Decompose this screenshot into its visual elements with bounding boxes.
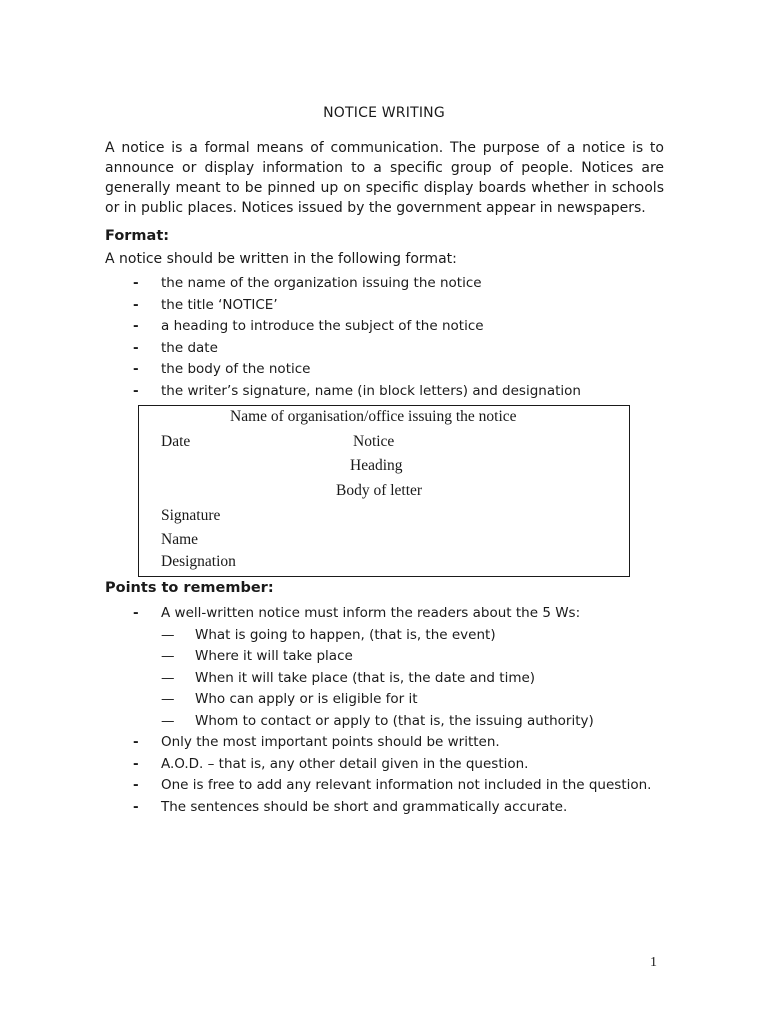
- list-item: - Only the most important points should be written.: [105, 732, 651, 754]
- page-title: NOTICE WRITING: [323, 105, 445, 121]
- dash-bullet: -: [133, 755, 139, 772]
- box-designation: Designation: [161, 553, 236, 570]
- list-item: - the title ‘NOTICE’: [105, 295, 581, 317]
- dash-bullet: -: [133, 798, 139, 815]
- dash-bullet: -: [133, 275, 139, 291]
- list-item: — What is going to happen, (that is, the event): [161, 625, 651, 647]
- list-item: — When it will take place (that is, the date and time): [161, 668, 651, 690]
- list-item: - the writer’s signature, name (in block letters) and designation: [105, 381, 581, 403]
- format-heading: Format:: [105, 228, 170, 244]
- sample-notice-box: [138, 405, 630, 577]
- list-item: - A well-written notice must inform the readers about the 5 Ws: — What is going to happen, (that is, the event) — Where it will take place — When it will take place (that is, the date and time) — Who can apply or is eligible for it — Whom to contact or apply to (that is, the issuing authority): [105, 603, 651, 732]
- dash-bullet: -: [133, 361, 139, 377]
- em-dash-bullet: —: [161, 691, 175, 707]
- five-ws-list: [161, 625, 651, 733]
- list-item: — Who can apply or is eligible for it: [161, 689, 651, 711]
- dash-bullet: -: [133, 318, 139, 334]
- dash-bullet: -: [133, 382, 139, 399]
- box-organisation: Name of organisation/office issuing the notice: [230, 408, 517, 425]
- em-dash-bullet: —: [161, 712, 175, 729]
- dash-bullet: -: [133, 734, 139, 750]
- box-signature: Signature: [161, 507, 221, 524]
- points-heading: Points to remember:: [105, 580, 274, 596]
- list-item: — Where it will take place: [161, 646, 651, 668]
- points-list: [105, 603, 651, 818]
- em-dash-bullet: —: [161, 626, 175, 643]
- format-lead: A notice should be written in the following format:: [105, 251, 457, 267]
- box-body: Body of letter: [336, 482, 423, 499]
- format-list: [105, 273, 581, 402]
- list-item: - the name of the organization issuing the notice: [105, 273, 581, 295]
- list-item: — Whom to contact or apply to (that is, the issuing authority): [161, 711, 651, 733]
- list-item: - the body of the notice: [105, 359, 581, 381]
- list-item: - A.O.D. – that is, any other detail given in the question.: [105, 754, 651, 776]
- list-item: - The sentences should be short and grammatically accurate.: [105, 797, 651, 819]
- list-item: - One is free to add any relevant information not included in the question.: [105, 775, 651, 797]
- intro-paragraph: A notice is a formal means of communication. The purpose of a notice is to announce or display information to a specific group of people. Notices are generally meant to be pinned up on specific display boards whether in schools or in public places. Notices issued by the government appear in newspapers.: [105, 140, 664, 216]
- em-dash-bullet: —: [161, 669, 175, 686]
- dash-bullet: -: [133, 605, 139, 621]
- box-heading: Heading: [350, 457, 403, 474]
- dash-bullet: -: [133, 339, 139, 356]
- list-item: - the date: [105, 338, 581, 360]
- dash-bullet: -: [133, 296, 139, 313]
- box-date: Date: [161, 433, 191, 450]
- em-dash-bullet: —: [161, 648, 175, 664]
- page-number: 1: [650, 955, 657, 970]
- box-notice: Notice: [353, 433, 395, 450]
- box-name: Name: [161, 531, 199, 548]
- list-item: - a heading to introduce the subject of the notice: [105, 316, 581, 338]
- dash-bullet: -: [133, 777, 139, 793]
